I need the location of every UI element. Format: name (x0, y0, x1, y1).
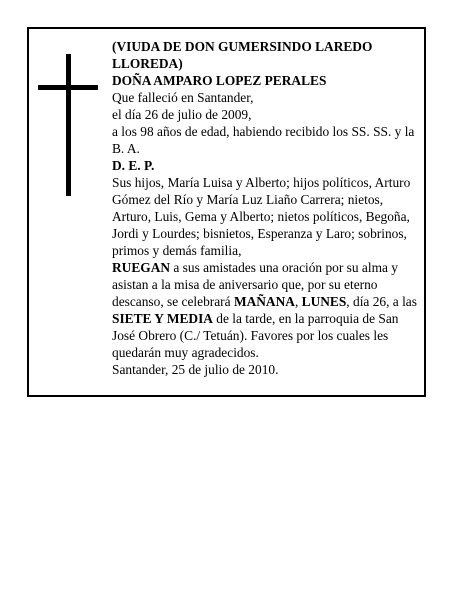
mass-request (112, 259, 424, 361)
request-text-3: de la tarde, en la parroquia de San José Obrero (C./ Tetuán). Favores por los cuales les quedarán muy agradecidos. (112, 311, 399, 360)
day-word: MAÑANA (233, 294, 295, 309)
cross-horizontal-bar (38, 85, 98, 90)
separator: , (294, 294, 302, 309)
deceased-name: DOÑA AMPARO LOPEZ PERALES (112, 73, 327, 88)
cross-icon (38, 54, 98, 196)
mass-time: SIETE Y MEDIA (112, 311, 213, 326)
cross-vertical-bar (66, 54, 71, 196)
death-date: el día 26 de julio de 2009, (112, 107, 252, 122)
request-text-1: a sus amistades una oración por su alma y asistan a la misa de aniversario que, por su eterno descanso, se celebrará (112, 260, 398, 309)
death-place: Que falleció en Santander, (112, 90, 254, 105)
widow-line: (VIUDA DE DON GUMERSINDO LAREDO LLOREDA) (112, 39, 373, 71)
dep-line: D. E. P. (112, 158, 155, 173)
ruegan-word: RUEGAN (112, 260, 171, 275)
signoff: Santander, 25 de julio de 2010. (112, 362, 279, 377)
weekday: LUNES (301, 294, 347, 309)
obituary-text (112, 38, 424, 378)
request-text-2: , día 26, a las (346, 294, 417, 309)
family-line: Sus hijos, María Luisa y Alberto; hijos políticos, Arturo Gómez del Río y María Luz Liaño Carrera; nietos, Arturo, Luis, Gema y Alberto; nietos políticos, Begoña, Jordi y Lourdes; bisnietos, Esperanza y Laro; sobrinos, primos y demás familia, (112, 175, 411, 258)
age-line: a los 98 años de edad, habiendo recibido los SS. SS. y la B. A. (112, 124, 415, 156)
